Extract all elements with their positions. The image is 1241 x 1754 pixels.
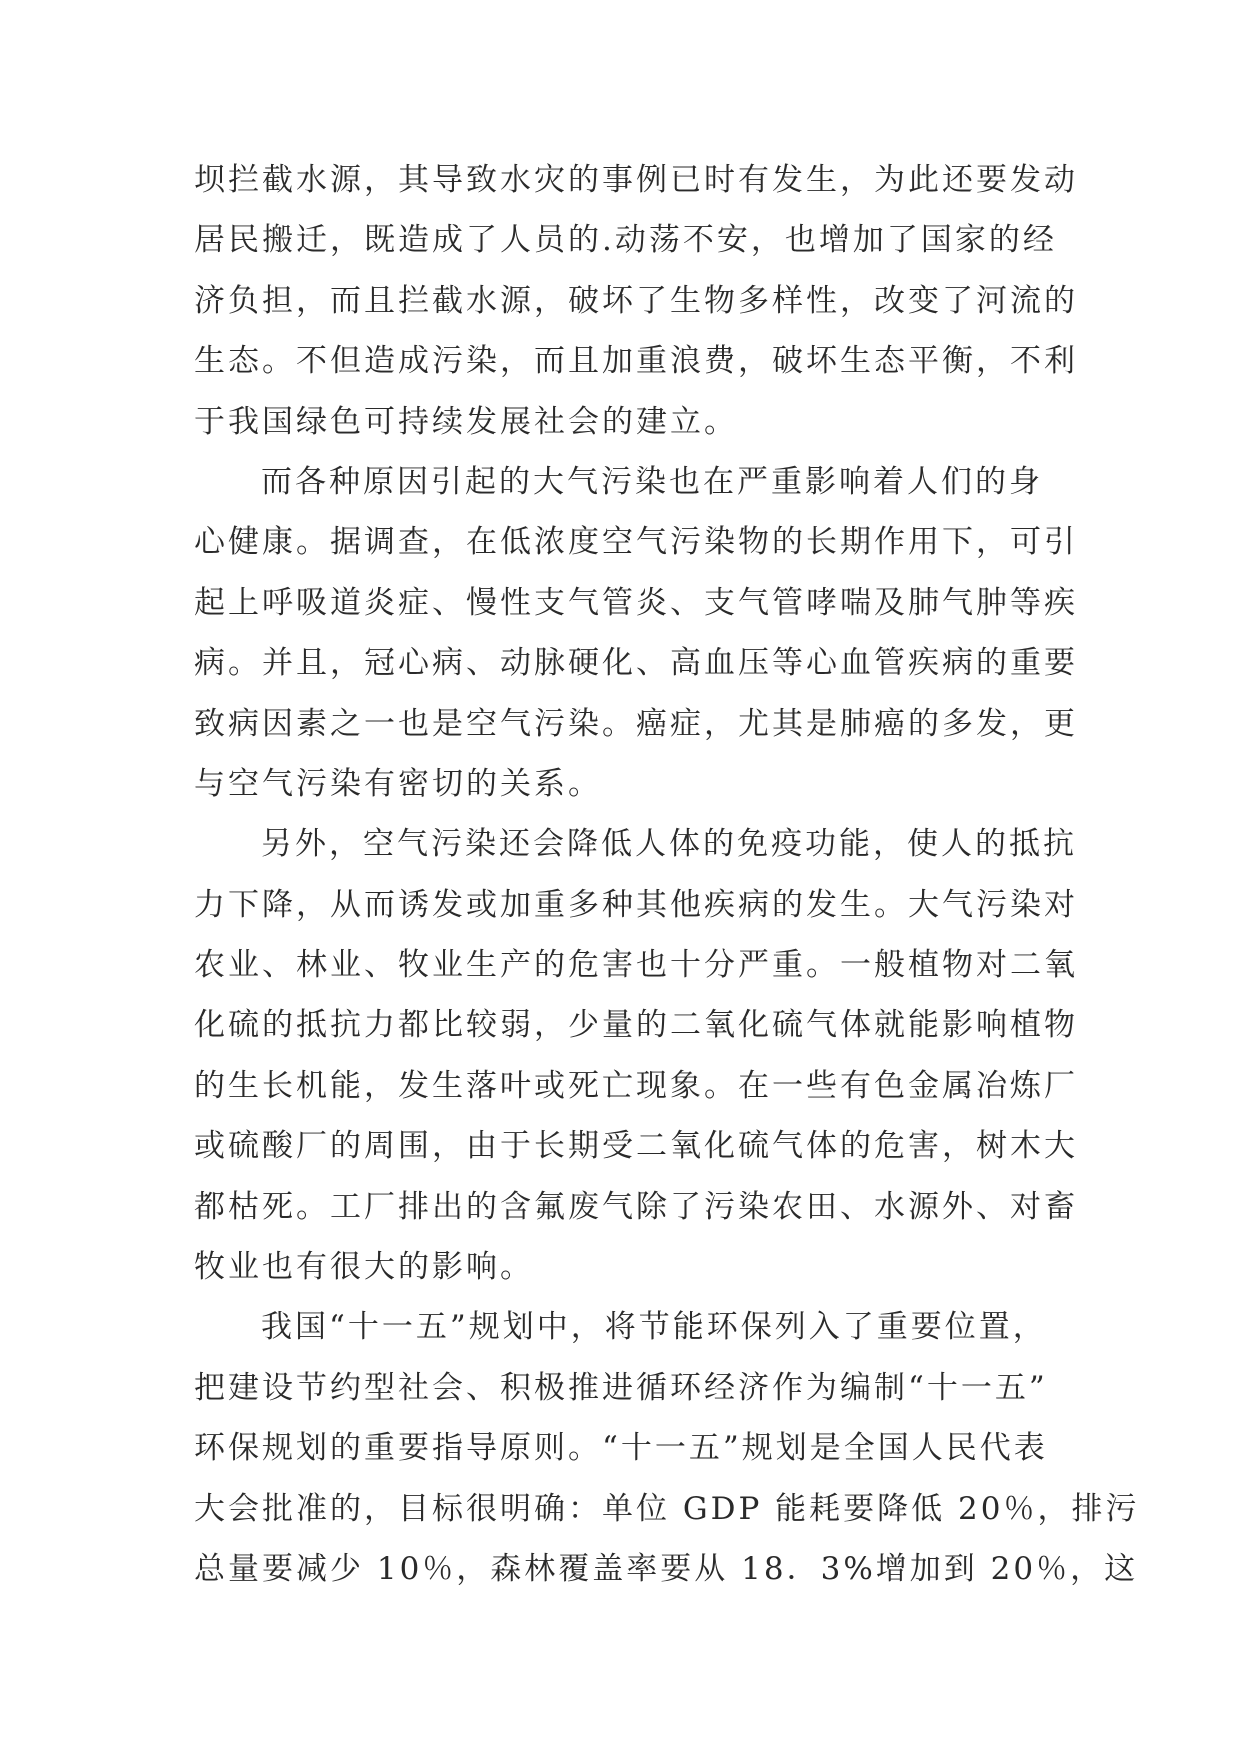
text-line: 的生长机能，发生落叶或死亡现象。在一些有色金属冶炼厂 — [194, 1067, 1078, 1104]
text-line: 大会批准的，目标很明确：单位 GDP 能耗要降低 20％，排污 — [194, 1490, 1140, 1527]
text-line: 心健康。据调查，在低浓度空气污染物的长期作用下，可引 — [194, 524, 1078, 561]
paragraph-first-line: 另外，空气污染还会降低人体的免疫功能，使人的抵抗 — [261, 826, 1077, 863]
text-line: 济负担，而且拦截水源，破坏了生物多样性，改变了河流的 — [194, 282, 1078, 319]
text-line: 居民搬迁，既造成了人员的.动荡不安，也增加了国家的经 — [194, 222, 1057, 259]
text-line: 牧业也有很大的影响。 — [194, 1249, 534, 1286]
text-line: 与空气污染有密切的关系。 — [194, 765, 602, 802]
text-line: 生态。不但造成污染，而且加重浪费，破坏生态平衡，不利 — [194, 343, 1078, 380]
paragraph-first-line: 而各种原因引起的大气污染也在严重影响着人们的身 — [261, 463, 1043, 500]
text-line: 农业、林业、牧业生产的危害也十分严重。一般植物对二氧 — [194, 947, 1078, 984]
text-line: 把建设节约型社会、积极推进循环经济作为编制“十一五” — [194, 1369, 1048, 1406]
text-line: 力下降，从而诱发或加重多种其他疾病的发生。大气污染对 — [194, 886, 1078, 923]
paragraph-first-line: 我国“十一五”规划中，将节能环保列入了重要位置， — [261, 1309, 1047, 1346]
body-text — [194, 150, 1140, 1599]
text-line: 病。并且，冠心病、动脉硬化、高血压等心血管疾病的重要 — [194, 645, 1078, 682]
text-line: 致病因素之一也是空气污染。癌症，尤其是肺癌的多发，更 — [194, 705, 1078, 742]
text-line: 或硫酸厂的周围，由于长期受二氧化硫气体的危害，树木大 — [194, 1128, 1078, 1165]
text-line: 坝拦截水源，其导致水灾的事例已时有发生，为此还要发动 — [194, 162, 1078, 198]
text-line: 都枯死。工厂排出的含氟废气除了污染农田、水源外、对畜 — [194, 1188, 1078, 1225]
text-line: 总量要减少 10％，森林覆盖率要从 18．3%增加到 20％，这 — [194, 1550, 1139, 1587]
text-line: 化硫的抵抗力都比较弱，少量的二氧化硫气体就能影响植物 — [194, 1007, 1078, 1044]
text-line: 于我国绿色可持续发展社会的建立。 — [194, 403, 738, 440]
text-line: 起上呼吸道炎症、慢性支气管炎、支气管哮喘及肺气肿等疾 — [194, 584, 1078, 621]
text-line: 环保规划的重要指导原则。“十一五”规划是全国人民代表 — [194, 1430, 1048, 1467]
